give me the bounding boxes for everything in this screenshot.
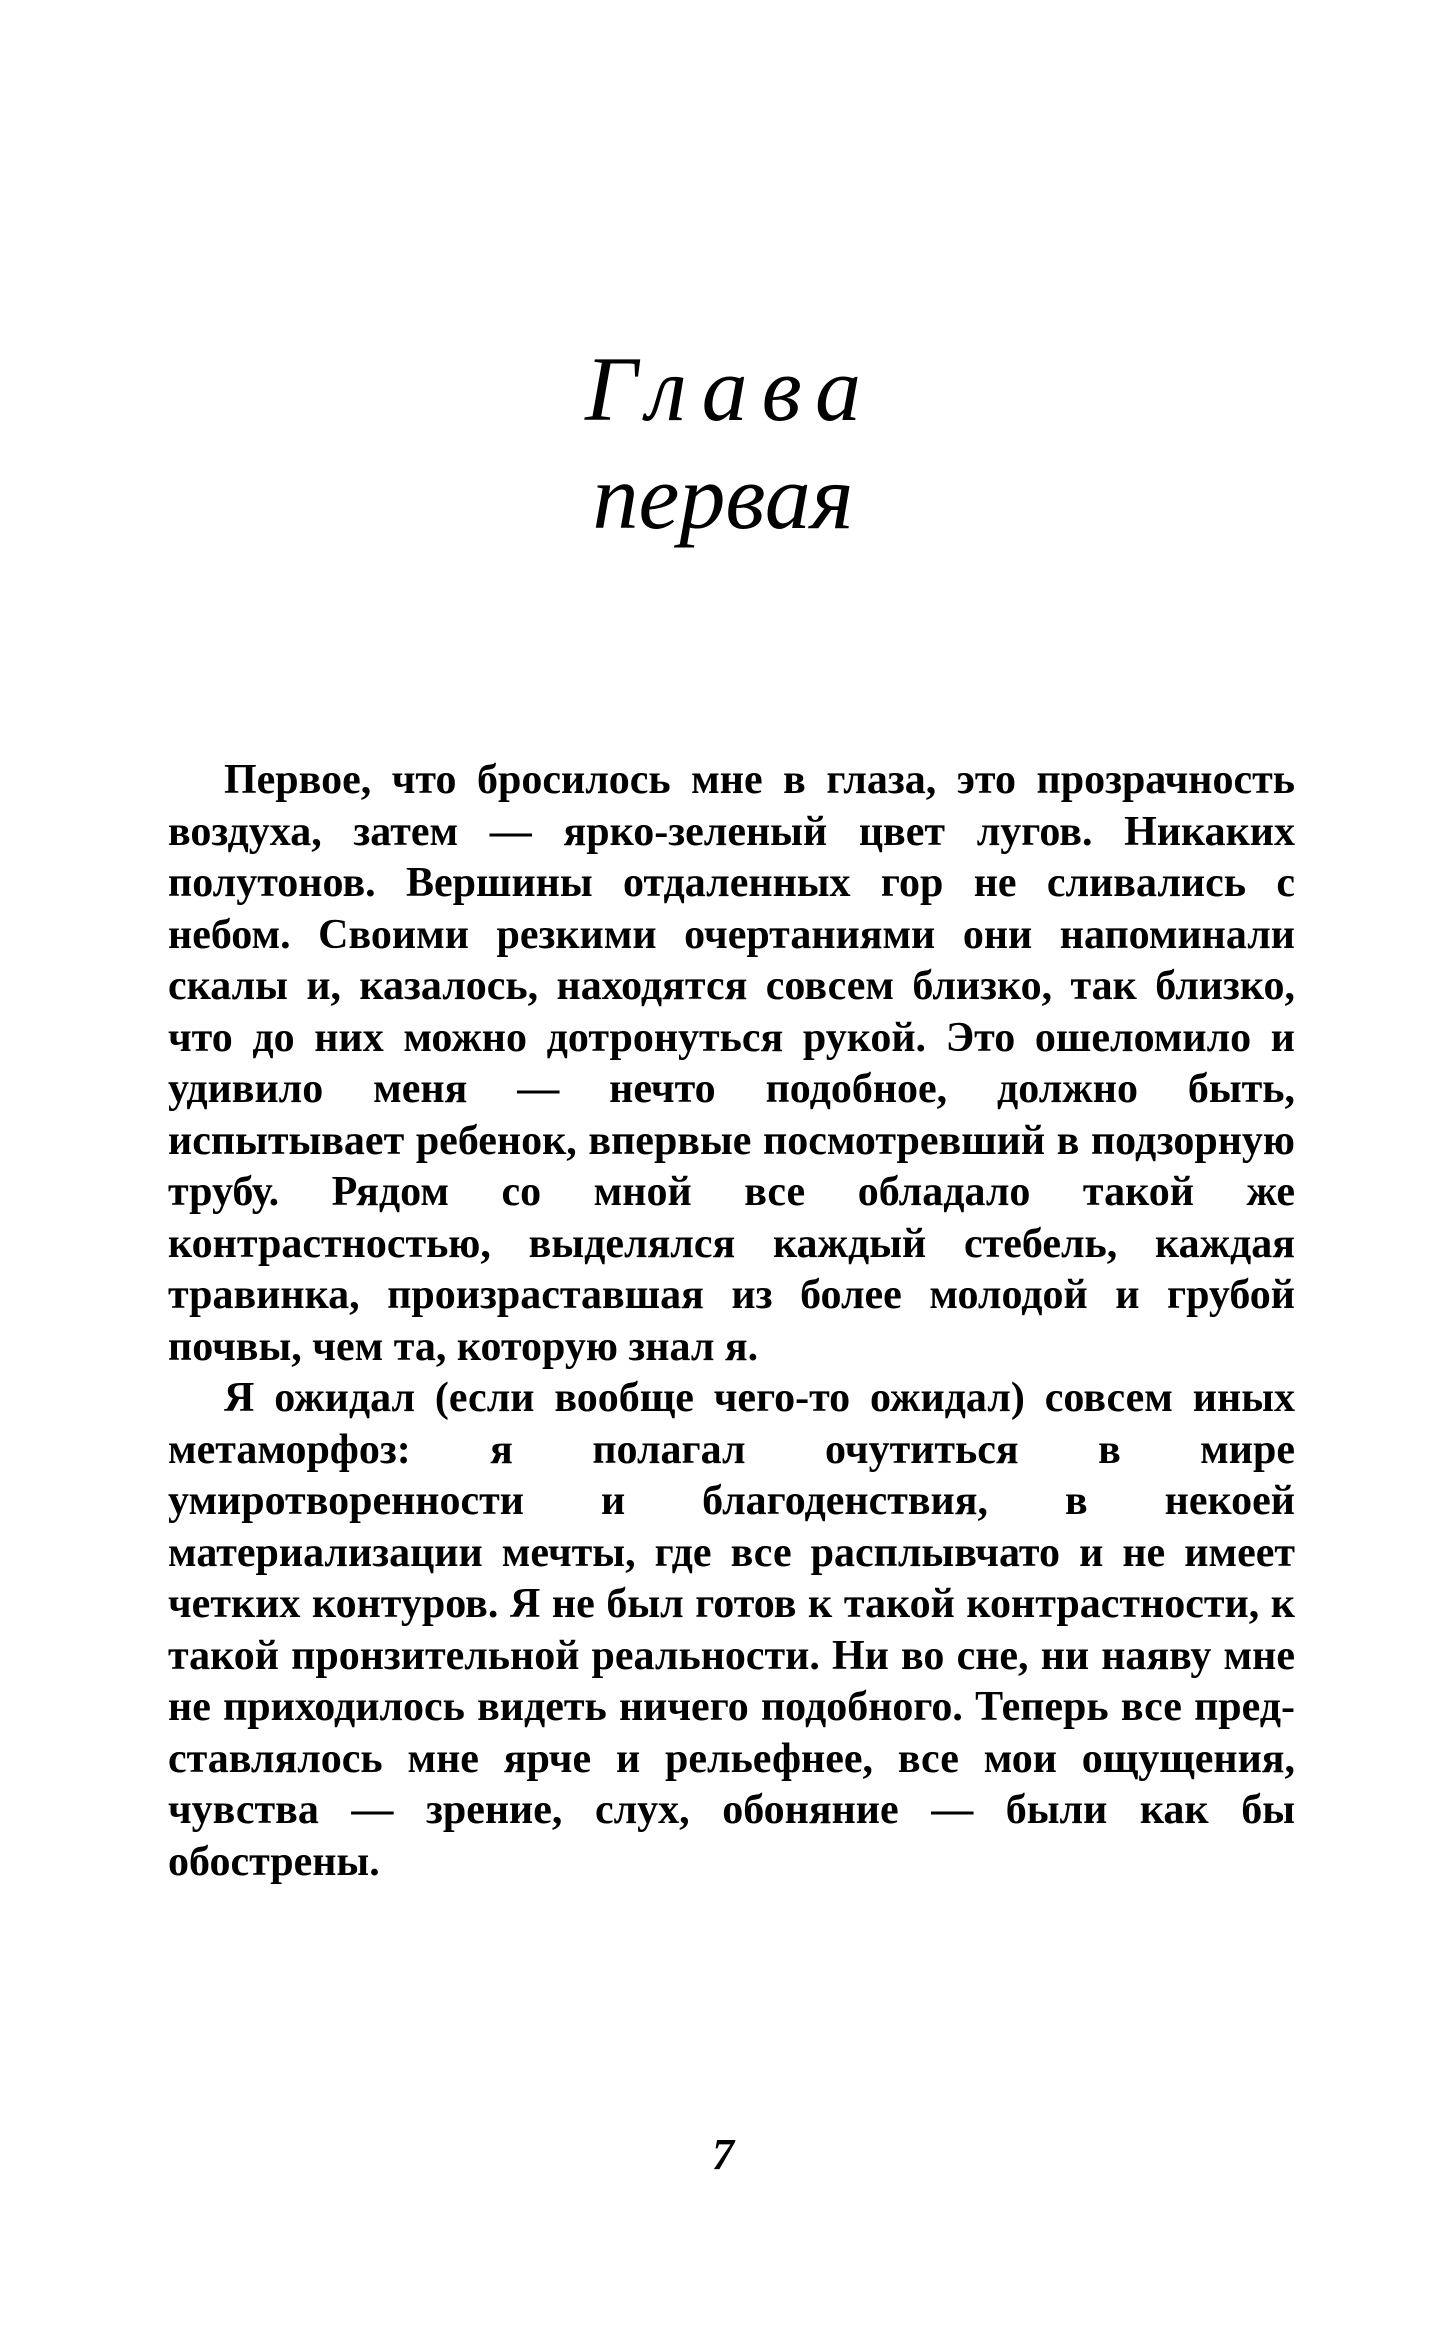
- page-number: 7: [712, 2130, 734, 2179]
- paragraph-1: Первое, что бросилось мне в глаза, это прозрачность воздуха, затем — ярко-зеленый цвет лугов. Никаких полутонов. Вершины отдаленных гор не сливались с небом. Своими резкими очертаниями они напоминали скалы и, казалось, находятся совсем близко, так близко, что до них можно дотронуться рукой. Это ошеломило и удивило меня — нечто подобное, должно быть, испытывает ребенок, впервые посмотревший в подзорную трубу. Рядом со мной все обладало такой же контрастностью, выделялся каждый стебель, каждая травинка, произраставшая из более молодой и грубой почвы, чем та, которую знал я.: [168, 757, 1295, 1370]
- chapter-title-line-1: Глава: [585, 338, 875, 440]
- paragraph-2: Я ожидал (если вообще чего-то ожидал) совсем иных метаморфоз: я полагал очутиться в мире умиротворенности и благоденствия, в некоей материализации мечты, где все расплывчато и не имеет четких контуров. Я не был готов к такой контрастности, к такой пронзительной реальности. Ни во сне, ни наяву мне не приходилось видеть ничего подобного. Теперь все представлялось мне ярче и рельефнее, все мои ощущения, чувства — зрение, слух, обоняние — были как бы обострены.: [168, 1375, 1295, 1885]
- chapter-title: [0, 335, 1446, 551]
- chapter-title-line-2: первая: [592, 446, 854, 548]
- chapter-body-text: [168, 755, 1295, 1888]
